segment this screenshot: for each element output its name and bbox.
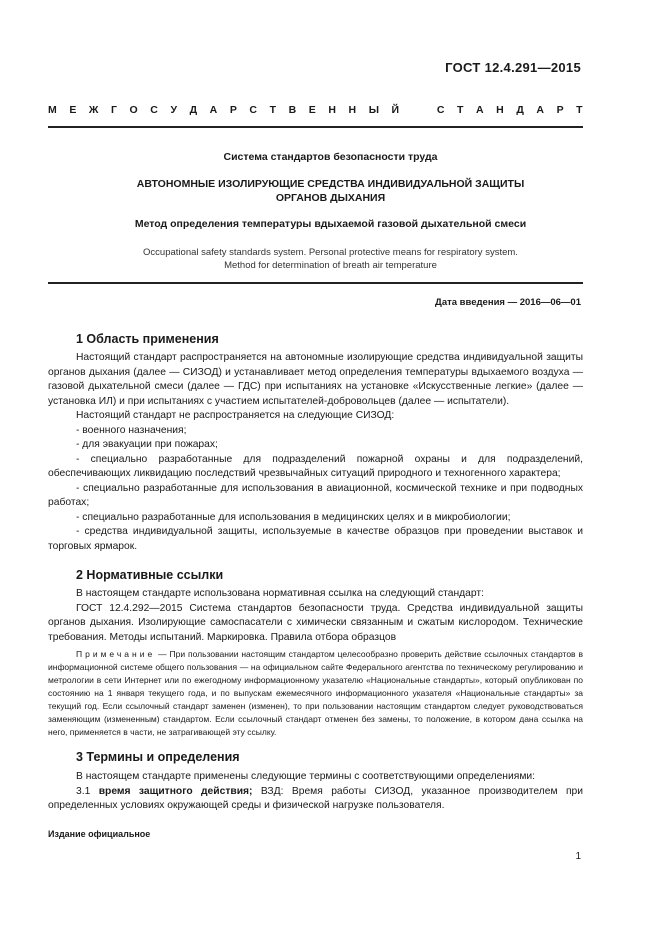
term-number: 3.1 — [76, 785, 99, 797]
page-number: 1 — [575, 851, 581, 862]
banner-letter: А — [209, 104, 218, 116]
term-name: время защитного действия; — [98, 785, 253, 797]
banner-letter: А — [536, 104, 544, 116]
banner-letter: Д — [516, 104, 524, 116]
term-definition — [48, 785, 583, 814]
banner-letter: Т — [576, 104, 583, 116]
section-3-heading: 3 Термины и определения — [76, 750, 240, 764]
standard-number: ГОСТ 12.4.291—2015 — [445, 60, 581, 75]
introduction-date: Дата введения — 2016—06—01 — [435, 297, 581, 308]
banner-letter: А — [476, 104, 484, 116]
list-item: - военного назначения; — [76, 424, 187, 436]
banner-letter: Й — [391, 104, 400, 116]
term-text: ВЗД: Время работы СИЗОД, указанное производителем при определенных условиях окружающей среды и физической нагрузке пользователя. — [48, 785, 583, 811]
document-subtitle: Метод определения температуры вдыхаемой газовой дыхательной смеси — [134, 218, 527, 230]
section-1-body — [48, 351, 583, 554]
banner-letter: С — [249, 104, 257, 116]
banner-letter: Е — [69, 104, 77, 116]
banner-letter: У — [170, 104, 177, 116]
banner-letter: М — [48, 104, 57, 116]
banner-letter: Ж — [88, 104, 99, 116]
banner-letter: Д — [189, 104, 198, 116]
banner-letter: Р — [556, 104, 564, 116]
banner-letter: Р — [229, 104, 237, 116]
banner-letter: Г — [111, 104, 117, 116]
list-item: - средства индивидуальной защиты, используемые в качестве образцов при проведении выставок и торговых ярмарок. — [48, 526, 583, 552]
banner-letter: Н — [348, 104, 357, 116]
banner-letter: Ы — [368, 104, 379, 116]
banner-letter: С — [436, 104, 445, 116]
title-rule — [48, 282, 583, 284]
banner-letter: В — [288, 104, 297, 116]
list-item: - специально разработанные для подразделений пожарной охраны и для подразделений, обеспечивающих ликвидацию последствий чрезвычайных ситуаций природного и техногенного характера; — [48, 453, 583, 479]
english-title — [48, 246, 613, 272]
title-line-1: АВТОНОМНЫЕ ИЗОЛИРУЮЩИЕ СРЕДСТВА ИНДИВИДУАЛЬНОЙ ЗАЩИТЫ — [136, 178, 525, 190]
section-1-paragraph-2: Настоящий стандарт не распространяется на следующие СИЗОД: — [76, 410, 395, 421]
official-edition-label: Издание официальное — [48, 829, 151, 839]
title-line-2: ОРГАНОВ ДЫХАНИЯ — [275, 192, 386, 204]
section-1-heading: 1 Область применения — [76, 332, 219, 346]
banner-letter: Н — [328, 104, 336, 116]
note — [48, 648, 583, 739]
section-2-paragraph-1: В настоящем стандарте использована нормативная ссылка на следующий стандарт: — [76, 588, 484, 599]
list-item: - специально разработанные для использования в медицинских целях и в микробиологии; — [76, 511, 511, 523]
section-2-body — [48, 587, 583, 645]
banner-letter: Н — [496, 104, 504, 116]
list-item: - для эвакуации при пожарах; — [76, 439, 218, 450]
note-label: Примечание — [76, 649, 156, 659]
section-2-heading: 2 Нормативные ссылки — [76, 568, 224, 582]
banner-letter: С — [150, 104, 158, 116]
banner-letter: Т — [269, 104, 276, 116]
document-title — [48, 177, 613, 205]
english-title-line-2: Method for determination of breath air temperature — [224, 260, 437, 271]
top-rule — [48, 126, 583, 128]
list-item: - специально разработанные для использования в авиационной, космической технике и при подводных работах; — [48, 482, 583, 508]
section-3-body — [48, 770, 583, 814]
english-title-line-1: Occupational safety standards system. Personal protective means for respiratory system. — [143, 247, 518, 258]
banner-letter: Т — [457, 104, 464, 116]
interstate-standard-banner — [48, 104, 583, 116]
standards-series: Система стандартов безопасности труда — [223, 151, 438, 163]
gost-reference: ГОСТ 12.4.292—2015 Система стандартов безопасности труда. Средства индивидуальной защиты органов дыхания. Изолирующие самоспасатели с химически связанным и сжатым кислородом. Технические требования. Методы испытаний. Маркировка. Правила отбора образцов — [48, 602, 583, 643]
section-1-paragraph-1: Настоящий стандарт распространяется на автономные изолирующие средства индивидуальной защиты органов дыхания (далее — СИЗОД) и устанавливает метод определения температуры вдыхаемого воздуха — газовой дыхательной смеси (далее — ГДС) при испытаниях на установке «Искусственные легкие» (далее — установка ИЛ) и при испытаниях с участием испытателей-добровольцев (далее — испытатели). — [48, 352, 583, 407]
banner-letter: О — [129, 104, 138, 116]
note-text: — При пользовании настоящим стандартом целесообразно проверить действие ссылочных стандартов в информационной системе общего пользования — на официальном сайте Федерального агентства по техническому регулированию и метрологии в сети Интернет или по ежегодному информационному указателю «Национальные стандарты», который опубликован по состоянию на 1 января текущего года, и по выпускам ежемесячного информационного указателя «Национальные стандарты» за текущий год. Если ссылочный стандарт заменен (изменен), то при пользовании настоящим стандартом следует руководствоваться заменяющим (измененным) стандартом. Если ссылочный стандарт отменен без замены, то положение, в котором дана ссылка на него, применяется в части, не затрагивающей эту ссылку. — [48, 649, 583, 737]
section-3-paragraph-1: В настоящем стандарте применены следующие термины с соответствующими определениями: — [76, 771, 536, 782]
banner-letter: Е — [308, 104, 316, 116]
